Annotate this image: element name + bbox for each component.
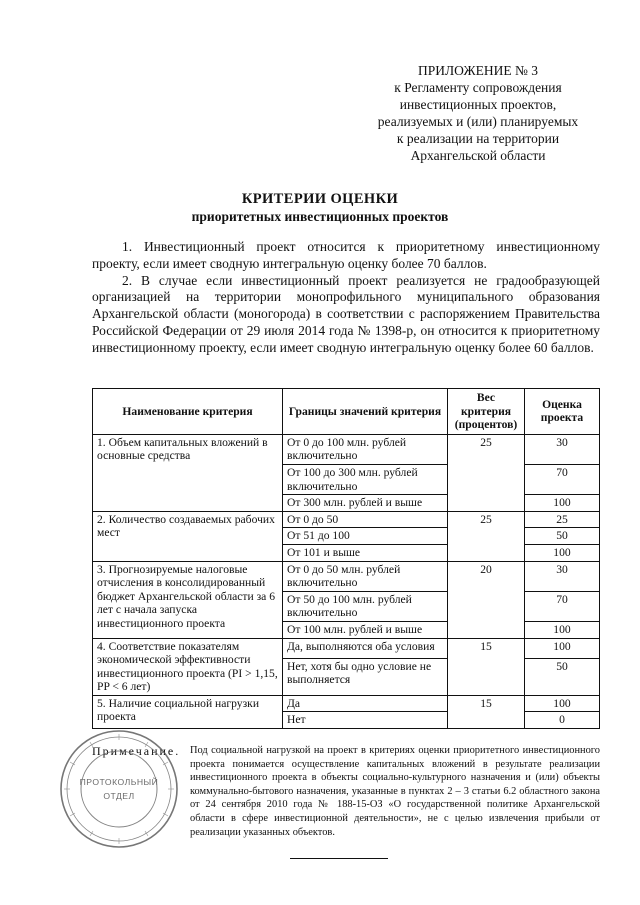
header-score: Оценка проекта bbox=[525, 389, 600, 435]
appendix-header bbox=[356, 62, 600, 164]
criterion-weight: 20 bbox=[448, 561, 525, 638]
criterion-score: 0 bbox=[525, 712, 600, 729]
header-criterion-name: Наименование критерия bbox=[93, 389, 283, 435]
criterion-score: 70 bbox=[525, 464, 600, 494]
criterion-score: 50 bbox=[525, 528, 600, 545]
criterion-score: 50 bbox=[525, 658, 600, 695]
note-label: Примечание. bbox=[92, 744, 181, 758]
table-row bbox=[93, 561, 600, 591]
stamp-seal-icon bbox=[58, 728, 180, 850]
table-row bbox=[93, 695, 600, 712]
criterion-score: 100 bbox=[525, 638, 600, 658]
criterion-score: 30 bbox=[525, 434, 600, 464]
criterion-score: 100 bbox=[525, 621, 600, 638]
criterion-name: 4. Соответствие показателям экономической эффективности инвестиционного проекта (PI > 1,15, PP < 6 лет) bbox=[93, 638, 283, 695]
table-row bbox=[93, 434, 600, 464]
criterion-range: Нет, хотя бы одно условие не выполняется bbox=[283, 658, 448, 695]
table-row bbox=[93, 638, 600, 658]
title-sub: приоритетных инвестиционных проектов bbox=[191, 209, 449, 224]
note-text: Под социальной нагрузкой на проект в критериях оценки приоритетного инвестиционного проекта понимается осуществление капитальных вложений в результате реализации инвестиционного проекта в объекты социально-культурного назначения и (или) объекты коммунально-бытового назначения, указанные в пунктах 2 – 3 статьи 6.2 областного закона от 24 сентября 2010 года № 188-15-ОЗ «О государственной политике Архангельской области в сфере инвестиционной деятельности», не с целью извлечения прибыли от реализации указанных объектов. bbox=[190, 745, 600, 838]
criterion-name: 5. Наличие социальной нагрузки проекта bbox=[93, 695, 283, 728]
appendix-line: инвестиционных проектов, bbox=[399, 97, 557, 112]
criterion-range: От 0 до 50 млн. рублей включительно bbox=[283, 561, 448, 591]
criterion-weight: 15 bbox=[448, 695, 525, 728]
criterion-range: От 100 млн. рублей и выше bbox=[283, 621, 448, 638]
header-value-range: Границы значений критерия bbox=[283, 389, 448, 435]
criterion-range: От 0 до 100 млн. рублей включительно bbox=[283, 434, 448, 464]
criterion-name: 2. Количество создаваемых рабочих мест bbox=[93, 511, 283, 561]
appendix-line: реализуемых и (или) планируемых bbox=[377, 114, 579, 129]
appendix-line: к реализации на территории bbox=[396, 131, 560, 146]
criterion-score: 25 bbox=[525, 511, 600, 528]
criterion-weight: 25 bbox=[448, 434, 525, 511]
criteria-table bbox=[92, 388, 600, 729]
criterion-score: 100 bbox=[525, 544, 600, 561]
title-main: КРИТЕРИИ ОЦЕНКИ bbox=[241, 191, 399, 207]
criterion-range: От 101 и выше bbox=[283, 544, 448, 561]
appendix-line: к Регламенту сопровождения bbox=[394, 80, 562, 95]
criterion-range: От 51 до 100 bbox=[283, 528, 448, 545]
criterion-weight: 15 bbox=[448, 638, 525, 695]
document-title bbox=[0, 190, 640, 225]
criterion-range: От 50 до 100 млн. рублей включительно bbox=[283, 591, 448, 621]
criterion-score: 30 bbox=[525, 561, 600, 591]
criterion-name: 3. Прогнозируемые налоговые отчисления в консолидированный бюджет Архангельской области за 6 лет с начала запуска инвестиционного проекта bbox=[93, 561, 283, 638]
appendix-line: ПРИЛОЖЕНИЕ № 3 bbox=[417, 63, 539, 78]
criterion-score: 100 bbox=[525, 495, 600, 512]
criterion-range: От 100 до 300 млн. рублей включительно bbox=[283, 464, 448, 494]
intro-paragraph-2: 2. В случае если инвестиционный проект реализуется не градообразующей организацией на территории монопрофильного муниципального образования Архангельской области (моногорода) в соответствии с распоряжением Правительства Российской Федерации от 29 июля 2014 года № 1398-р, он относится к приоритетному инвестиционному проекту, если имеет сводную интегральную оценку более 60 баллов. bbox=[92, 272, 600, 355]
criterion-range: От 0 до 50 bbox=[283, 511, 448, 528]
stamp-text-line-2: ОТДЕЛ bbox=[103, 791, 135, 801]
criterion-range: От 300 млн. рублей и выше bbox=[283, 495, 448, 512]
header-weight: Вес критерия (процентов) bbox=[448, 389, 525, 435]
table-row bbox=[93, 511, 600, 528]
end-divider bbox=[290, 858, 388, 859]
intro-text bbox=[92, 239, 600, 357]
criterion-range: Да bbox=[283, 695, 448, 712]
table-header-row bbox=[93, 389, 600, 435]
criterion-range: Нет bbox=[283, 712, 448, 729]
stamp-text-line-1: ПРОТОКОЛЬНЫЙ bbox=[79, 777, 159, 787]
appendix-line: Архангельской области bbox=[410, 148, 546, 163]
criterion-score: 70 bbox=[525, 591, 600, 621]
criterion-name: 1. Объем капитальных вложений в основные средства bbox=[93, 434, 283, 511]
criterion-score: 100 bbox=[525, 695, 600, 712]
criterion-range: Да, выполняются оба условия bbox=[283, 638, 448, 658]
intro-paragraph-1: 1. Инвестиционный проект относится к приоритетному инвестиционному проекту, если имеет сводную интегральную оценку более 70 баллов. bbox=[92, 239, 600, 271]
criterion-weight: 25 bbox=[448, 511, 525, 561]
